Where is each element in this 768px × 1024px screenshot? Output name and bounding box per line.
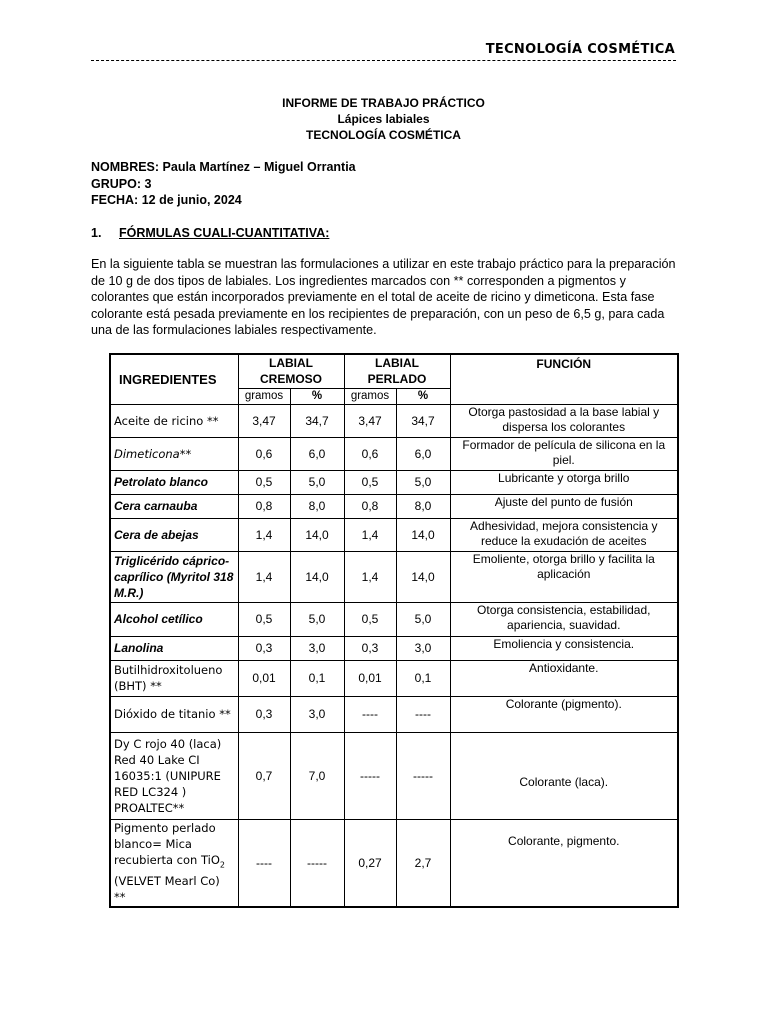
subheader-cremoso-pct: % xyxy=(290,388,344,404)
cremoso-pct: 6,0 xyxy=(290,437,344,470)
cremoso-pct: 5,0 xyxy=(290,470,344,494)
ingredient-function: Colorante (pigmento). xyxy=(450,696,678,732)
subheader-perlado-gramos: gramos xyxy=(344,388,396,404)
table-row xyxy=(110,470,678,494)
perlado-gramos: 0,5 xyxy=(344,602,396,636)
ingredient-name: Aceite de ricino ** xyxy=(110,404,238,437)
section-title: FÓRMULAS CUALI-CUANTITATIVA: xyxy=(119,226,330,240)
table-row xyxy=(110,494,678,518)
table-row xyxy=(110,819,678,907)
perlado-pct: ---- xyxy=(396,696,450,732)
perlado-gramos: 0,8 xyxy=(344,494,396,518)
subheader-cremoso-gramos: gramos xyxy=(238,388,290,404)
perlado-pct: 14,0 xyxy=(396,551,450,602)
ingredient-function: Otorga pastosidad a la base labial y dispersa los colorantes xyxy=(450,404,678,437)
cremoso-gramos: 1,4 xyxy=(238,518,290,551)
section-number: 1. xyxy=(91,226,102,240)
perlado-gramos: 3,47 xyxy=(344,404,396,437)
ingredient-name: Cera carnauba xyxy=(110,494,238,518)
cremoso-pct: 3,0 xyxy=(290,696,344,732)
cremoso-gramos: 0,01 xyxy=(238,660,290,696)
table-row xyxy=(110,437,678,470)
perlado-pct: 2,7 xyxy=(396,819,450,907)
ingredient-function: Lubricante y otorga brillo xyxy=(450,470,678,494)
report-subtitle: Lápices labiales xyxy=(337,112,430,126)
cremoso-pct: ----- xyxy=(290,819,344,907)
perlado-gramos: 1,4 xyxy=(344,518,396,551)
table-row xyxy=(110,404,678,437)
col-header-labial-cremoso: LABIAL CREMOSO xyxy=(238,354,344,388)
header-title: TECNOLOGÍA COSMÉTICA xyxy=(485,42,675,57)
section-heading xyxy=(91,226,329,240)
report-course: TECNOLOGÍA COSMÉTICA xyxy=(306,128,461,142)
cremoso-pct: 14,0 xyxy=(290,551,344,602)
perlado-pct: 5,0 xyxy=(396,602,450,636)
table-row xyxy=(110,518,678,551)
intro-paragraph: En la siguiente tabla se muestran las formulaciones a utilizar en este trabajo práctico para la preparación de 10 g de dos tipos de labiales. Los ingredientes marcados con ** corresponden a pigmentos y colorantes que están incorporados previamente en el total de aceite de ricino y dimeticona. Esta fase colorante está pesada previamente en los recipientes de preparación, con un peso de 6,5 g, para cada una de las formulaciones labiales respectivamente. xyxy=(91,257,676,337)
ingredient-function: Antioxidante. xyxy=(450,660,678,696)
table-row xyxy=(110,551,678,602)
perlado-pct: ----- xyxy=(396,732,450,819)
ingredient-name-subscript: 2 xyxy=(219,860,225,870)
cremoso-gramos: 0,3 xyxy=(238,636,290,660)
col-header-funcion: FUNCIÓN xyxy=(450,354,678,404)
ingredient-name-text-end: (VELVET Mearl Co) ** xyxy=(114,874,220,905)
perlado-pct: 6,0 xyxy=(396,437,450,470)
report-title: INFORME DE TRABAJO PRÁCTICO xyxy=(282,96,485,110)
ingredient-name: Dimeticona** xyxy=(110,437,238,470)
ingredient-function: Ajuste del punto de fusión xyxy=(450,494,678,518)
ingredient-name: Lanolina xyxy=(110,636,238,660)
cremoso-gramos: 1,4 xyxy=(238,551,290,602)
table-row xyxy=(110,602,678,636)
ingredient-name: Dióxido de titanio ** xyxy=(110,696,238,732)
ingredient-function: Colorante, pigmento. xyxy=(450,819,678,907)
col-header-ingredientes: INGREDIENTES xyxy=(110,354,238,404)
subheader-perlado-pct: % xyxy=(396,388,450,404)
perlado-gramos: 0,3 xyxy=(344,636,396,660)
cremoso-gramos: ---- xyxy=(238,819,290,907)
table-row xyxy=(110,660,678,696)
col-header-labial-perlado: LABIAL PERLADO xyxy=(344,354,450,388)
ingredient-name xyxy=(110,819,238,907)
perlado-gramos: ----- xyxy=(344,732,396,819)
ingredient-name: Butilhidroxitolueno (BHT) ** xyxy=(110,660,238,696)
ingredient-function: Formador de película de silicona en la piel. xyxy=(450,437,678,470)
cremoso-gramos: 0,5 xyxy=(238,470,290,494)
ingredient-function: Colorante (laca). xyxy=(450,732,678,819)
perlado-pct: 14,0 xyxy=(396,518,450,551)
cremoso-gramos: 0,7 xyxy=(238,732,290,819)
ingredient-function: Otorga consistencia, estabilidad, apariencia, suavidad. xyxy=(450,602,678,636)
cremoso-gramos: 3,47 xyxy=(238,404,290,437)
ingredient-name-text: Pigmento perlado blanco= Mica recubierta con TiO xyxy=(114,821,220,868)
perlado-pct: 5,0 xyxy=(396,470,450,494)
perlado-gramos: 0,6 xyxy=(344,437,396,470)
cremoso-pct: 7,0 xyxy=(290,732,344,819)
ingredient-function: Emoliente, otorga brillo y facilita la aplicación xyxy=(450,551,678,602)
table-row xyxy=(110,732,678,819)
header-divider xyxy=(91,60,676,61)
perlado-gramos: 1,4 xyxy=(344,551,396,602)
perlado-gramos: 0,5 xyxy=(344,470,396,494)
cremoso-pct: 3,0 xyxy=(290,636,344,660)
meta-grupo: GRUPO: 3 xyxy=(91,176,152,191)
meta-nombres: NOMBRES: Paula Martínez – Miguel Orrantia xyxy=(91,160,356,174)
cremoso-pct: 34,7 xyxy=(290,404,344,437)
cremoso-gramos: 0,5 xyxy=(238,602,290,636)
perlado-pct: 8,0 xyxy=(396,494,450,518)
ingredient-name: Dy C rojo 40 (laca) Red 40 Lake CI 16035:1 (UNIPURE RED LC324 ) PROALTEC** xyxy=(110,732,238,819)
cremoso-gramos: 0,3 xyxy=(238,696,290,732)
cremoso-pct: 8,0 xyxy=(290,494,344,518)
cremoso-pct: 0,1 xyxy=(290,660,344,696)
report-heading xyxy=(91,95,676,143)
cremoso-pct: 5,0 xyxy=(290,602,344,636)
perlado-pct: 0,1 xyxy=(396,660,450,696)
formulas-table xyxy=(109,353,679,908)
ingredient-name: Petrolato blanco xyxy=(110,470,238,494)
perlado-pct: 34,7 xyxy=(396,404,450,437)
cremoso-pct: 14,0 xyxy=(290,518,344,551)
ingredient-name: Triglicérido cáprico-caprílico (Myritol 318 M.R.) xyxy=(110,551,238,602)
report-meta xyxy=(91,159,356,209)
table-row xyxy=(110,636,678,660)
perlado-gramos: 0,27 xyxy=(344,819,396,907)
ingredient-function: Emoliencia y consistencia. xyxy=(450,636,678,660)
table-row xyxy=(110,696,678,732)
table-header-row xyxy=(110,354,678,388)
cremoso-gramos: 0,8 xyxy=(238,494,290,518)
ingredient-function: Adhesividad, mejora consistencia y reduce la exudación de aceites xyxy=(450,518,678,551)
perlado-pct: 3,0 xyxy=(396,636,450,660)
cremoso-gramos: 0,6 xyxy=(238,437,290,470)
ingredient-name: Cera de abejas xyxy=(110,518,238,551)
ingredient-name: Alcohol cetílico xyxy=(110,602,238,636)
meta-fecha: FECHA: 12 de junio, 2024 xyxy=(91,193,242,207)
perlado-gramos: ---- xyxy=(344,696,396,732)
perlado-gramos: 0,01 xyxy=(344,660,396,696)
